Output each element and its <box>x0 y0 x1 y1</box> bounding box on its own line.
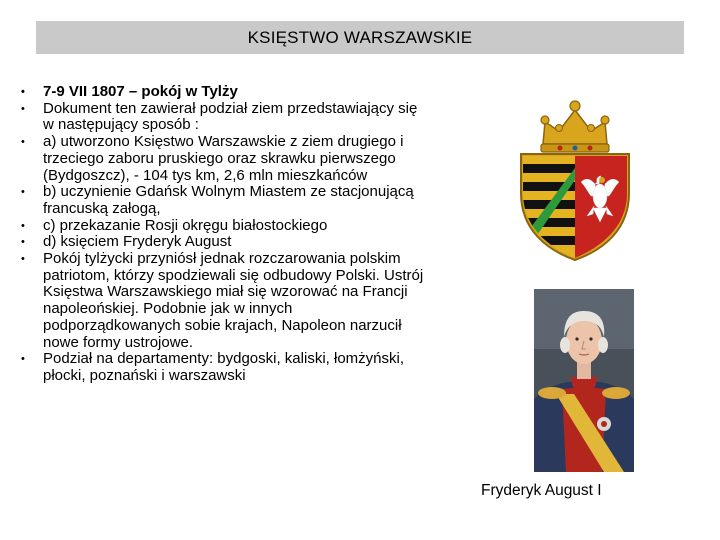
portrait-image <box>534 289 634 472</box>
coat-of-arms-image <box>515 98 635 263</box>
crown-icon <box>541 101 609 152</box>
bullet-item: • a) utworzono Księstwo Warszawskie z ziem drugiego i trzeciego zaboru pruskiego oraz skrawku pierwszego (Bydgoszcz), - 104 tys km, 2,6 mln mieszkańców <box>18 134 428 184</box>
slide-title-bar <box>36 21 684 54</box>
bullet-item: • b) uczynienie Gdańsk Wolnym Miastem ze stacjonującą francuską załogą, <box>18 184 428 217</box>
portrait-caption: Fryderyk August I <box>481 482 602 499</box>
bullet-list <box>18 84 428 385</box>
bullet-item: • Dokument ten zawierał podział ziem przedstawiający się w następujący sposób : <box>18 101 428 134</box>
bullet-item: • Podział na departamenty: bydgoski, kaliski, łomżyński, płocki, poznański i warszawski <box>18 351 428 384</box>
bullet-item: • c) przekazanie Rosji okręgu białostockiego <box>18 218 428 235</box>
slide-title: KSIĘSTWO WARSZAWSKIE <box>247 27 473 47</box>
bullet-item: • Pokój tylżycki przyniósł jednak rozczarowania polskim patriotom, którzy spodziewali się odbudowy Polski. Ustrój Księstwa Warszawskiego miał się wzorować na Francji napoleońskiej. Podobnie jak w innych podporządkowanych sobie krajach, Napoleon narzucił nowe formy ustrojowe. <box>18 251 428 351</box>
bullet-item: • d) księciem Fryderyk August <box>18 234 428 251</box>
portrait-figure-icon <box>534 289 634 472</box>
bullet-item: • 7-9 VII 1807 – pokój w Tylży <box>18 84 428 101</box>
